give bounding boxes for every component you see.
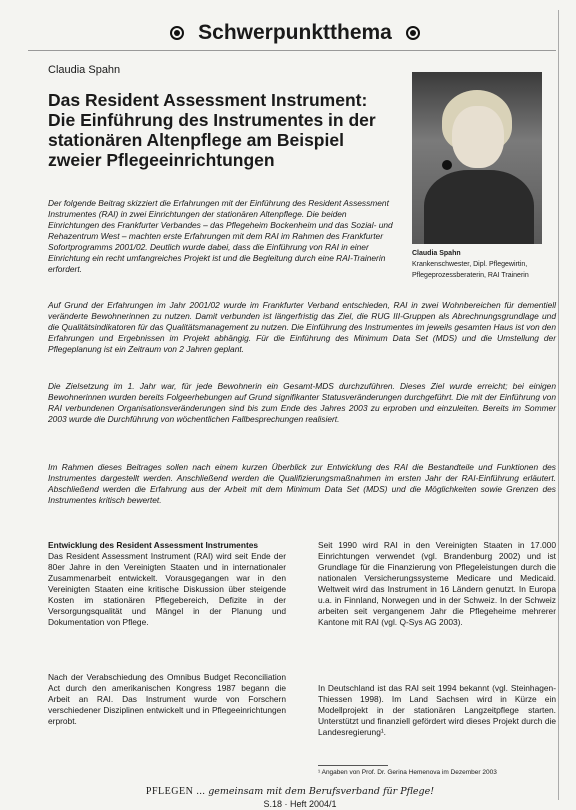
article-intro: Der folgende Beitrag skizziert die Erfahrungen mit der Einführung des Resident Assessment Instrumentes (RAI) in zwei Einrichtungen der stationären Altenpflege. Die beiden Einrichtungen des Frankfurter Verbandes – das Pflegeheim Bockenheim und das Sozial- und Rehazentrum West – machten erste Erfahrungen mit dem RAI im Rahmen des Frankfurter Sofortprogramms 2001/02. Deutlich wurde dabei, dass die Einführung von RAI in einer Einrichtung ein recht umfangreiches Projekt ist und die Begleitung durch eine RAI-Trainerin erfordert. <box>48 198 393 274</box>
body-paragraph: Im Rahmen dieses Beitrages sollen nach einem kurzen Überblick zur Entwicklung des RAI die Bestandteile und Funktionen des Instrumentes dargestellt werden. Anschließend werden die Qualifizierungsmaßnahmen im ersten Jahr der RAI-Einführung erläutert. Abschließend werden die Erfahrung aus der Arbeit mit dem Minimum Data Set (MDS) und die Möglichkeiten sowie Grenzen des Instrumentes kritisch bewertet. <box>48 462 556 505</box>
column-paragraph: Das Resident Assessment Instrument (RAI) wird seit Ende der 80er Jahre in den Vereinigten Staaten und in internationaler Zusammenarbeit entwickelt. Vorausgegangen war in den Vereinigten Staaten eine kritische Diskussion über steigende Kosten im stationären Pflegebereich, Defizite in der Versorgungsqualität und Mängel in der Planung und Dokumentation von Pflege. <box>48 551 286 627</box>
section-header <box>150 18 440 48</box>
title-line: zweier Pflegeeinrichtungen <box>48 150 275 170</box>
right-column-lower <box>318 683 556 738</box>
section-heading: Entwicklung des Resident Assessment Instrumentes <box>48 540 259 550</box>
caption-name: Claudia Spahn <box>412 250 461 257</box>
footnote-divider <box>318 765 388 766</box>
photo-caption <box>412 248 562 281</box>
body-paragraph: Auf Grund der Erfahrungen im Jahr 2001/02 wurde im Frankfurter Verband entschieden, RAI in zwei Wohnbereichen für dementiell veränderte Bewohnerinnen zu nutzen. Damit verbunden ist längerfristig das Ziel, die RUG III-Gruppen als Abrechnungsgrundlage und die Qualitätsindikatoren für das Qualitätsmanagement zu nutzen. Die Einführung des Instrumentes im jeweils gesamten Haus ist von den Erfahrungen und Ergebnissen im Projekt abhängig. Für die Einführung des Minimum Data Set (MDS) und die Umstellung der Pflegeplanung ist ein Zeitraum von 2 Jahren geplant. <box>48 300 556 354</box>
caption-details: Krankenschwester, Dipl. Pflegewirtin, Pflegeprozessberaterin, RAI Trainerin <box>412 261 529 279</box>
section-title: Schwerpunktthema <box>198 21 392 44</box>
header-divider <box>28 50 556 51</box>
author-photo <box>412 72 542 244</box>
page-edge-line <box>558 10 559 800</box>
bullet-icon <box>406 26 420 40</box>
right-column <box>318 540 556 628</box>
left-column <box>48 540 286 628</box>
microphone-icon <box>442 160 452 170</box>
article-title <box>48 90 398 170</box>
title-line: Das Resident Assessment Instrument: <box>48 90 368 110</box>
column-paragraph: Nach der Verabschiedung des Omnibus Budget Reconciliation Act durch den amerikanischen Kongress 1987 begann die Arbeit an RAI. Das Instrument wurde von Forschern verschiedener Disziplinen entwickelt und in Pflegeeinrichtungen erprobt. <box>48 672 286 726</box>
page-number: S.18 · Heft 2004/1 <box>263 799 337 809</box>
column-paragraph: Seit 1990 wird RAI in den Vereinigten Staaten in 17.000 Einrichtungen verwendet (vgl. Brandenburg 2002) und ist Grundlage für die Finanzierung von Pflegeleistungen durch die nationalen Versicherungssysteme Medicare und Medicaid. Weltweit wird das Instrument in 16 Ländern genutzt. In Europa u.a. in Finnland, Norwegen und in der Schweiz. In der Schweiz arbeiten seit vergangenem Jahr die Pflegeheime mehrerer Kantone mit RAI (vgl. Q-Sys AG 2003). <box>318 540 556 627</box>
article-author: Claudia Spahn <box>48 64 121 76</box>
footer-slogan: ... gemeinsam mit dem Berufsverband für Pflege! <box>196 786 435 797</box>
title-line: stationären Altenpflege am Beispiel <box>48 130 344 150</box>
footnote: ¹ Angaben von Prof. Dr. Gerina Hemenova im Dezember 2003 <box>318 769 497 776</box>
page-footer <box>110 786 470 797</box>
left-column-lower <box>48 672 286 727</box>
body-paragraph: Die Zielsetzung im 1. Jahr war, für jede Bewohnerin ein Gesamt-MDS durchzuführen. Dieses Ziel wurde erreicht; bei einigen Bewohnerinnen wurden bereits Folgeerhebungen auf Grund signifikanter Statusveränderungen durchgeführt. Die mit der Einführung von RAI verbundenen Organisationsveränderungen sind bis zum Ende des Jahres 2003 zu erproben und einzuleiten. Bereits im Sommer 2003 wurde die Durchführung von wöchentlichen Fallbesprechungen realisiert. <box>48 381 556 424</box>
footer-brand: PFLEGEN <box>145 786 194 797</box>
bullet-icon <box>170 26 184 40</box>
column-paragraph: In Deutschland ist das RAI seit 1994 bekannt (vgl. Steinhagen-Thiessen 1998). Im Land Sachsen wird in Kürze ein Modellprojekt in der stationären Langzeitpflege starten. Unterstützt und finanziell gefördert wird dieses Projekt durch die Landesregierung¹. <box>318 683 556 737</box>
title-line: Die Einführung des Instrumentes in der <box>48 110 376 130</box>
